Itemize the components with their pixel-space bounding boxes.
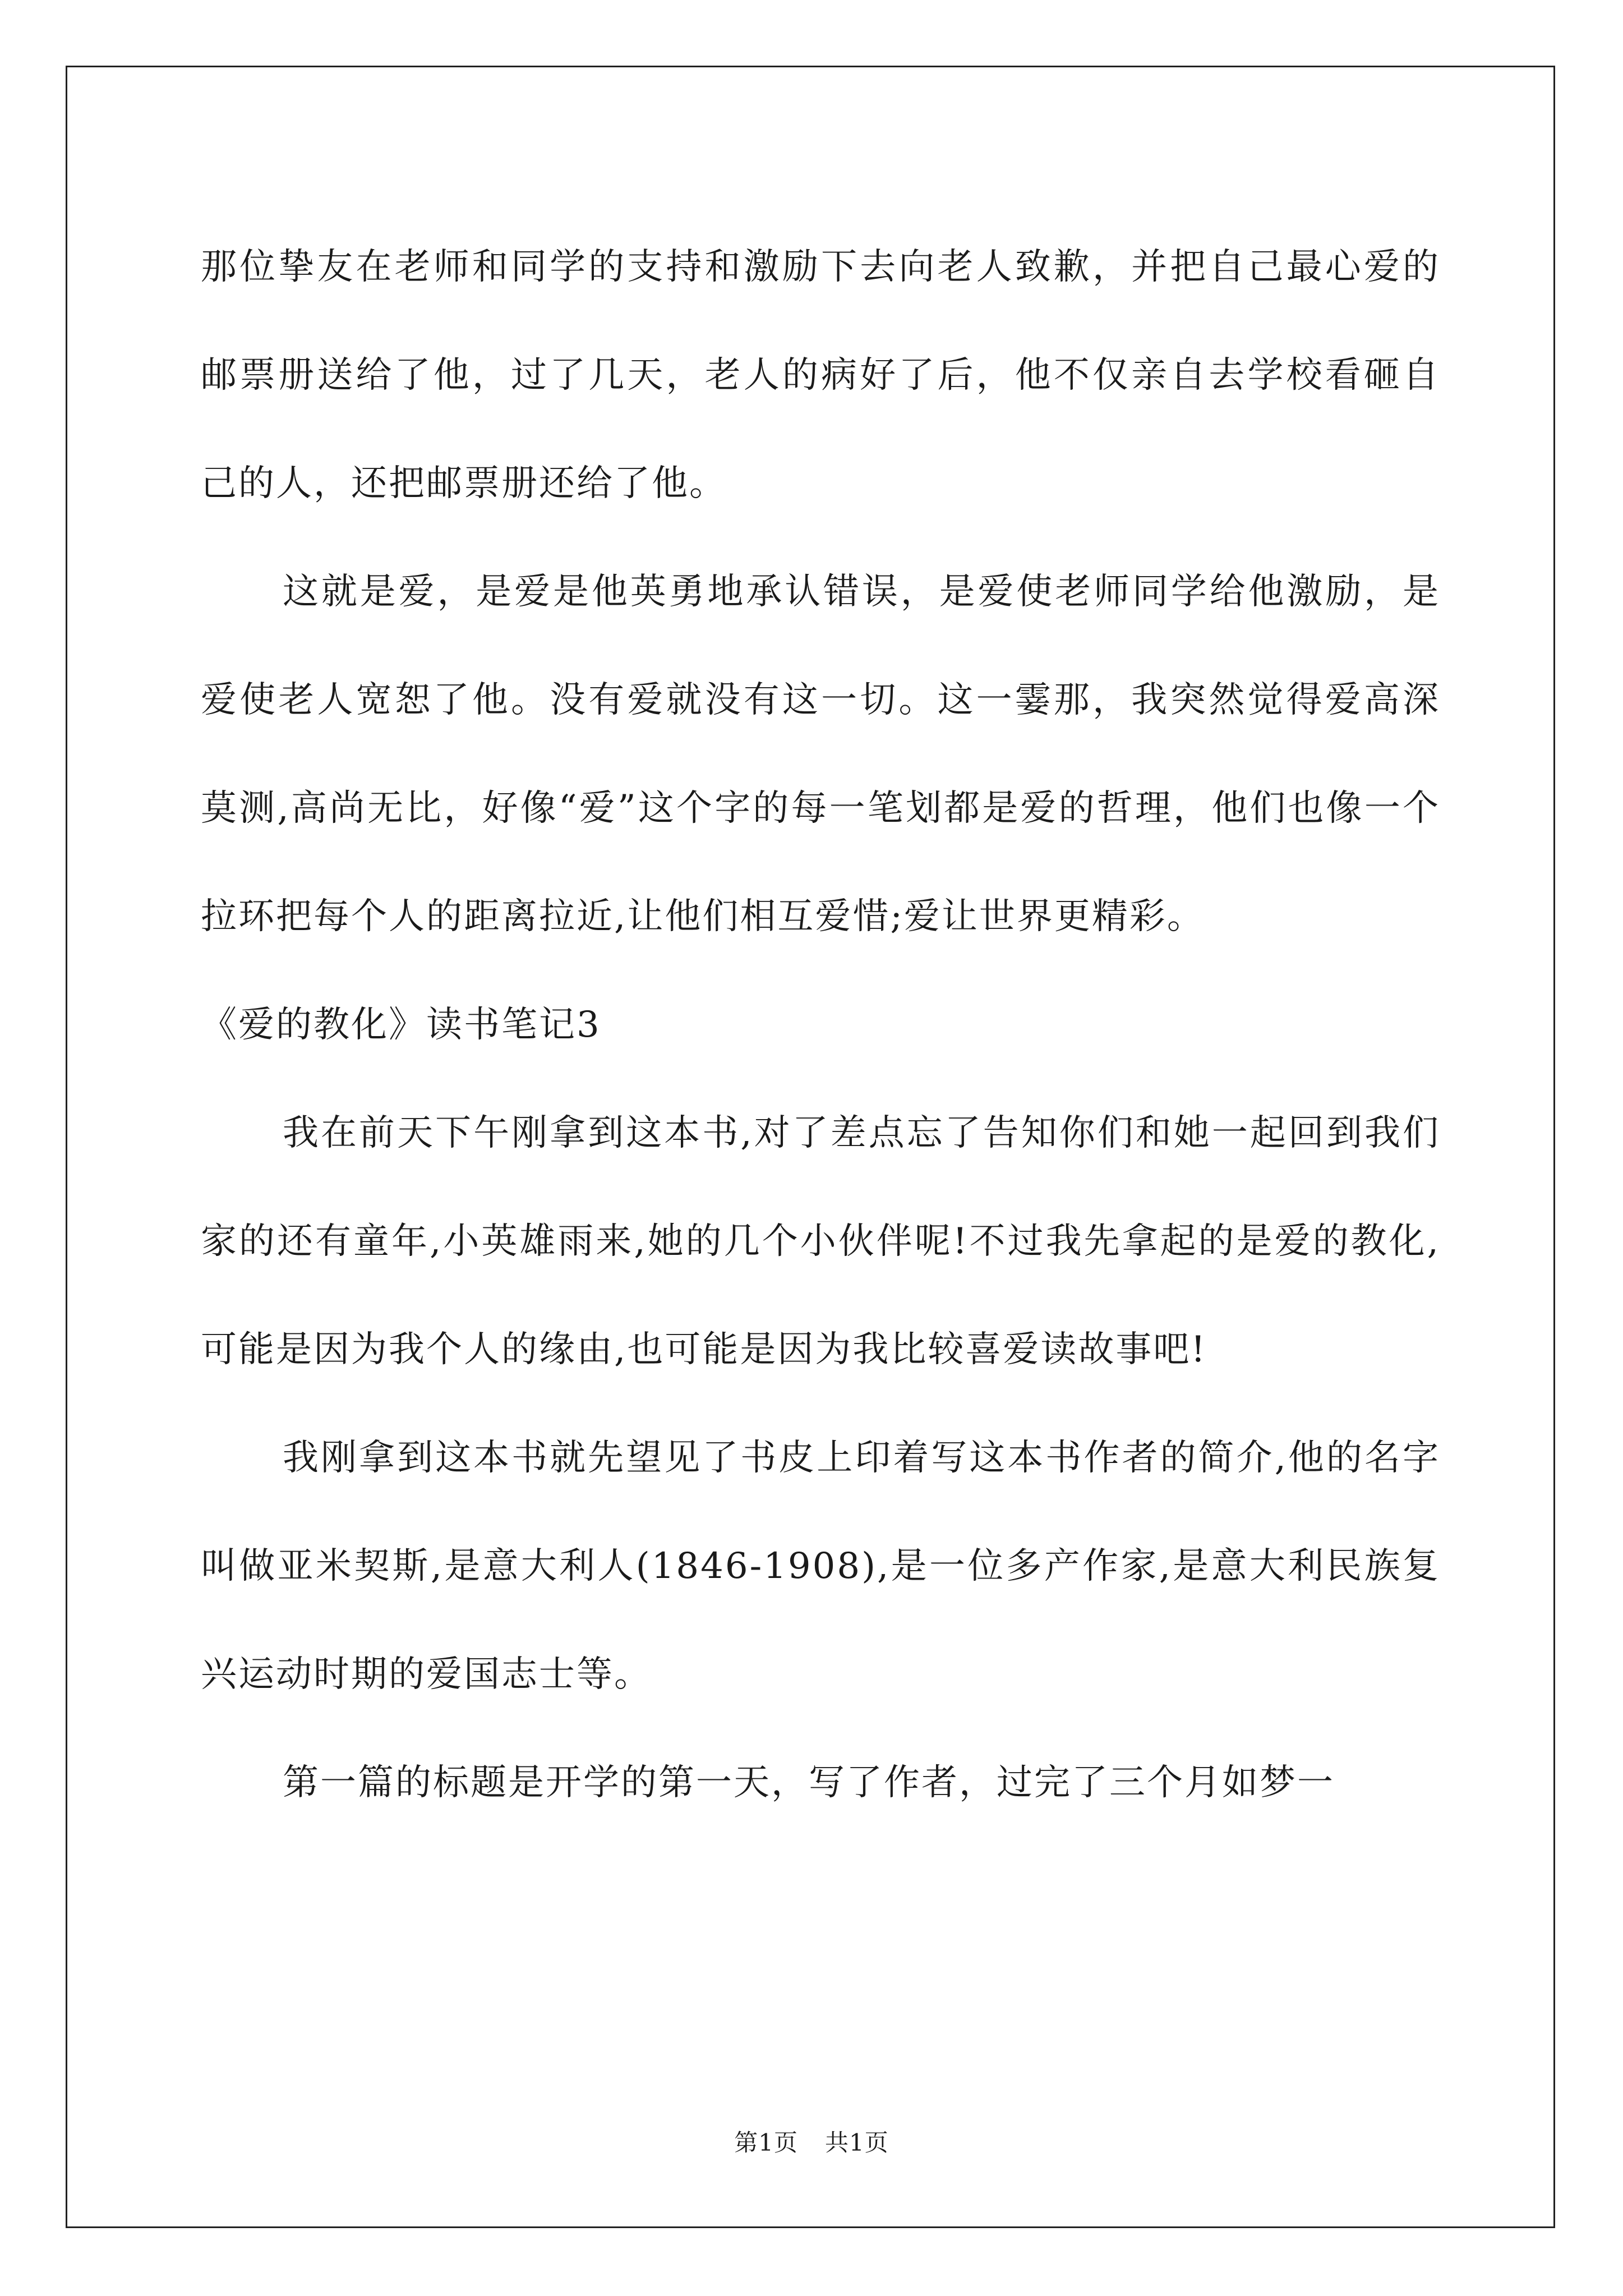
page-total: 共1页 xyxy=(825,2129,889,2156)
paragraph-2: 这就是爱，是爱是他英勇地承认错误，是爱使老师同学给他激励，是爱使老人宽恕了他。没有爱就没有这一切。这一霎那，我突然觉得爱高深莫测,高尚无比，好像“爱”这个字的每一笔划都是爱的哲理，他们也像一个拉环把每个人的距离拉近,让他们相互爱惜;爱让世界更精彩。 xyxy=(201,571,1440,937)
page-number: 第1页 xyxy=(734,2129,798,2156)
paragraph-3: 我在前天下午刚拿到这本书,对了差点忘了告知你们和她一起回到我们家的还有童年,小英雄雨来,她的几个小伙伴呢!不过我先拿起的是爱的教化,可能是因为我个人的缘由,也可能是因为我比较喜爱读故事吧! xyxy=(201,1112,1440,1370)
paragraph-5: 第一篇的标题是开学的第一天，写了作者，过完了三个月如梦一 xyxy=(283,1762,1335,1803)
section-title: 《爱的教化》读书笔记3 xyxy=(201,1004,601,1046)
page-footer xyxy=(0,2126,1623,2160)
paragraph-1: 那位挚友在老师和同学的支持和激励下去向老人致歉，并把自己最心爱的邮票册送给了他，过了几天，老人的病好了后，他不仅亲自去学校看砸自己的人，还把邮票册还给了他。 xyxy=(201,246,1440,504)
document-body xyxy=(201,213,1440,1837)
paragraph-4: 我刚拿到这本书就先望见了书皮上印着写这本书作者的简介,他的名字叫做亚米契斯,是意大利人(1846-1908),是一位多产作家,是意大利民族复兴运动时期的爱国志士等。 xyxy=(201,1437,1440,1695)
